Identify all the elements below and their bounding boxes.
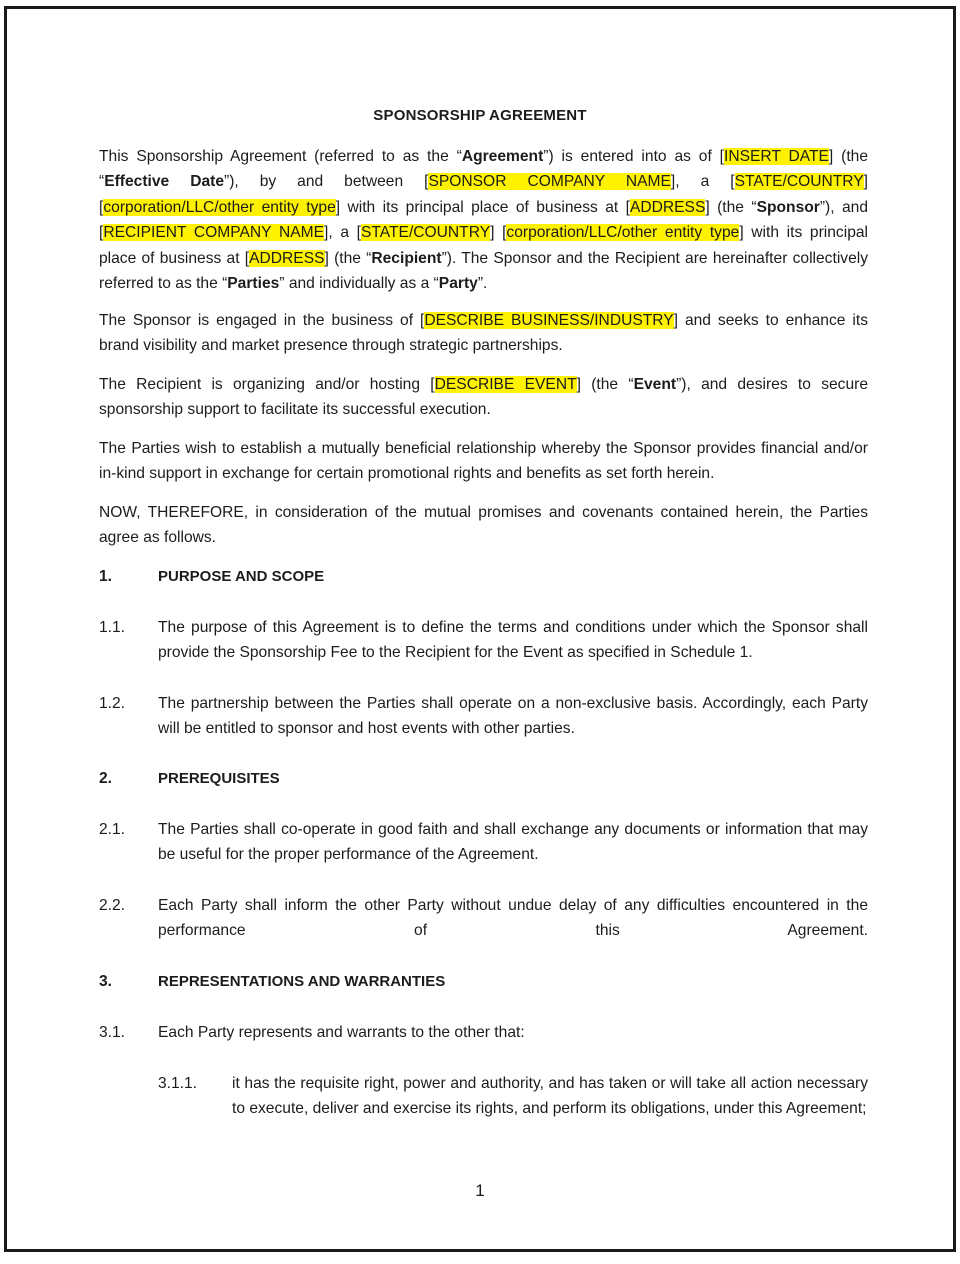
defined-term-event: Event bbox=[633, 376, 677, 393]
clause-number: 1.1. bbox=[99, 619, 126, 636]
defined-term-parties: Parties bbox=[227, 275, 280, 293]
defined-term-party: Party bbox=[438, 275, 478, 293]
intro-text: ”). The Sponsor and the Recipient are hereinafter collectively referred to as the “ bbox=[99, 249, 869, 293]
placeholder-recipient-company-name: RECIPIENT COMPANY NAME bbox=[103, 224, 325, 242]
intro-text: ] with its principal place of business at [ bbox=[335, 198, 630, 216]
section-title-purpose-scope: PURPOSE AND SCOPE bbox=[158, 568, 325, 585]
placeholder-address: ADDRESS bbox=[629, 198, 706, 216]
intro-text: ] with its principal place of business at [ bbox=[99, 224, 869, 267]
section-number: 1. bbox=[99, 568, 113, 585]
paragraph-text: ”), and desires to secure sponsorship support to facilitate its successful execution. bbox=[99, 376, 869, 419]
placeholder-state-country: STATE/COUNTRY bbox=[361, 224, 491, 242]
defined-term-agreement: Agreement bbox=[461, 148, 544, 165]
placeholder-entity-type: corporation/LLC/other entity type bbox=[103, 198, 336, 216]
placeholder-insert-date: INSERT DATE bbox=[724, 148, 829, 165]
intro-text: ”), and [ bbox=[99, 198, 868, 242]
placeholder-address: ADDRESS bbox=[249, 249, 325, 267]
page-number: 1 bbox=[475, 1181, 485, 1200]
defined-term-recipient: Recipient bbox=[371, 249, 442, 267]
intro-text: ”), by and between [ bbox=[224, 173, 429, 191]
intro-text: ” and individually as a “ bbox=[279, 275, 439, 293]
subclause-3-1-1: it has the requisite right, power and authority, and has taken or will take all action necessary to execute, deliver and exercise its rights, and perform its obligations, under this Agreement; bbox=[232, 1075, 868, 1118]
clause-number: 3.1. bbox=[99, 1024, 126, 1041]
intro-text: ”. bbox=[477, 275, 488, 293]
document-page bbox=[4, 6, 956, 1252]
section-title-representations-warranties: REPRESENTATIONS AND WARRANTIES bbox=[158, 973, 446, 990]
paragraph-text: ] (the “ bbox=[576, 376, 634, 393]
paragraph-text: The Recipient is organizing and/or hosting [ bbox=[99, 376, 435, 393]
placeholder-state-country: STATE/COUNTRY bbox=[734, 173, 864, 191]
business-paragraph bbox=[99, 308, 868, 359]
section-number: 3. bbox=[99, 973, 113, 990]
defined-term-effective-date: Effective Date bbox=[104, 173, 224, 191]
placeholder-describe-event: DESCRIBE EVENT bbox=[434, 376, 577, 393]
clause-2-1: The Parties shall co-operate in good faith and shall exchange any documents or information that may be useful for the proper performance of the Agreement. bbox=[158, 821, 868, 864]
intro-text: ], a [ bbox=[324, 224, 361, 242]
placeholder-business-industry: DESCRIBE BUSINESS/INDUSTRY bbox=[424, 312, 674, 329]
clause-2-2: Each Party shall inform the other Party without undue delay of any difficulties encountered in the performance of this Agreement. bbox=[158, 897, 868, 940]
defined-term-sponsor: Sponsor bbox=[756, 198, 820, 216]
clause-number: 1.2. bbox=[99, 695, 126, 712]
clause-3-1: Each Party represents and warrants to the other that: bbox=[158, 1024, 525, 1041]
intro-text: This Sponsorship Agreement (referred to as the “ bbox=[99, 148, 462, 165]
placeholder-sponsor-company-name: SPONSOR COMPANY NAME bbox=[428, 173, 671, 191]
intro-paragraph bbox=[99, 144, 868, 296]
intro-text: ], a [ bbox=[670, 173, 735, 191]
relationship-paragraph: The Parties wish to establish a mutually beneficial relationship whereby the Sponsor provides financial and/or in-kind support in exchange for certain promotional rights and benefits as set forth herein. bbox=[99, 440, 868, 483]
intro-text: ] (the “ bbox=[705, 198, 757, 216]
now-therefore-paragraph: NOW, THEREFORE, in consideration of the mutual promises and covenants contained herein, the Parties agree as follows. bbox=[99, 504, 868, 547]
paragraph-text: ] and seeks to enhance its brand visibility and market presence through strategic partnerships. bbox=[99, 312, 868, 355]
clause-number: 2.2. bbox=[99, 897, 126, 914]
paragraph-text: The Sponsor is engaged in the business of [ bbox=[99, 312, 425, 329]
section-number: 2. bbox=[99, 770, 113, 787]
intro-text: ”) is entered into as of [ bbox=[543, 148, 724, 165]
subclause-number: 3.1.1. bbox=[158, 1075, 198, 1092]
intro-text: ] [ bbox=[490, 224, 507, 242]
clause-number: 2.1. bbox=[99, 821, 126, 838]
section-title-prerequisites: PREREQUISITES bbox=[158, 770, 280, 787]
clause-1-2: The partnership between the Parties shall operate on a non-exclusive basis. Accordingly, each Party will be entitled to sponsor and host events with other parties. bbox=[158, 695, 868, 738]
intro-text: ] (the “ bbox=[324, 249, 372, 267]
intro-text: ] (the “ bbox=[99, 148, 868, 191]
placeholder-entity-type: corporation/LLC/other entity type bbox=[506, 224, 740, 242]
document-title: SPONSORSHIP AGREEMENT bbox=[373, 107, 587, 124]
intro-text: ] [ bbox=[99, 173, 868, 216]
event-paragraph bbox=[99, 372, 868, 423]
clause-1-1: The purpose of this Agreement is to define the terms and conditions under which the Sponsor shall provide the Sponsorship Fee to the Recipient for the Event as specified in Schedule 1. bbox=[158, 619, 868, 662]
